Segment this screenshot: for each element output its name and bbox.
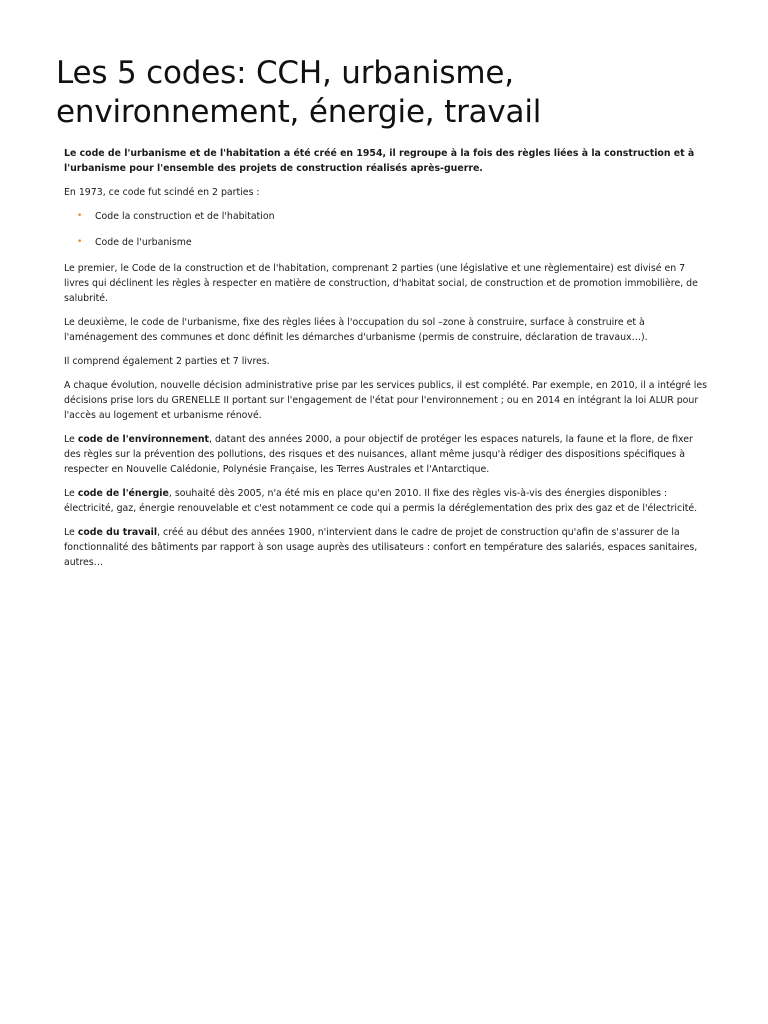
evolution-paragraph: A chaque évolution, nouvelle décision administrative prise par les services publics, il est complété. Par exemple, en 2010, il a intégré les décisions prise lors du GRENELLE II portant sur l'engagement de l'état pour l'environnement ; ou en 2014 en intégrant la loi ALUR pour l'accès au logement et urbanisme rénové. (64, 380, 708, 421)
code-parts-list (64, 209, 708, 250)
list-item-text: Code la construction et de l'habitation (95, 211, 275, 222)
environment-code-paragraph (64, 432, 708, 477)
labour-code-paragraph (64, 525, 708, 570)
labour-description: , créé au début des années 1900, n'intervient dans le cadre de projet de construction qu'afin de s'assurer de la fonctionnalité des bâtiments par rapport à son usage auprès des utilisateurs : confort en température des salariés, espaces sanitaires, autres… (64, 527, 698, 568)
bullet-icon: • (77, 211, 83, 221)
energy-prefix: Le (64, 488, 78, 499)
document-body (56, 146, 712, 570)
energy-description: , souhaité dès 2005, n'a été mis en place qu'en 2010. Il fixe des règles vis-à-vis des énergies disponibles : électricité, gaz, énergie renouvelable et c'est notamment ce code qui a permis la déréglementation des prix des gaz et de l'électricité. (64, 488, 698, 514)
second-code-paragraph: Le deuxième, le code de l'urbanisme, fixe des règles liées à l'occupation du sol –zone à construire, surface à construire et à l'aménagement des communes et donc définit les démarches d'urbanisme (permis de construire, déclaration de travaux…). (64, 317, 648, 343)
labour-code-name: code du travail (77, 527, 158, 538)
labour-prefix: Le (64, 527, 78, 538)
list-item (77, 235, 708, 250)
intro-paragraph: Le code de l'urbanisme et de l'habitation a été créé en 1954, il regroupe à la fois des règles liées à la construction et à l'urbanisme pour l'ensemble des projets de construction réalisés après-guerre. (64, 148, 695, 174)
environment-description: , datant des années 2000, a pour objectif de protéger les espaces naturels, la faune et la flore, de fixer des règles sur la prévention des pollutions, des risques et des nuisances, allant même jusqu'à rédiger des dispositions spécifiques à respecter en Nouvelle Calédonie, Polynésie Française, les Terres Australes et l'Antarctique. (64, 434, 693, 475)
bullet-icon: • (77, 237, 83, 247)
split-paragraph: En 1973, ce code fut scindé en 2 parties : (64, 187, 260, 198)
list-item-text: Code de l'urbanisme (95, 237, 192, 248)
first-code-paragraph: Le premier, le Code de la construction et de l'habitation, comprenant 2 parties (une législative et une règlementaire) est divisé en 7 livres qui déclinent les règles à respecter en matière de construction, d'habitat social, de construction et de promotion immobilière, de salubrité. (64, 263, 698, 304)
environment-prefix: Le (64, 434, 78, 445)
energy-code-name: code de l'énergie (77, 488, 169, 499)
parts-paragraph: Il comprend également 2 parties et 7 livres. (64, 356, 270, 367)
list-item (77, 209, 708, 224)
environment-code-name: code de l'environnement (77, 434, 209, 445)
energy-code-paragraph (64, 486, 708, 516)
page-title: Les 5 codes: CCH, urbanisme, environnement, énergie, travail (56, 55, 542, 130)
